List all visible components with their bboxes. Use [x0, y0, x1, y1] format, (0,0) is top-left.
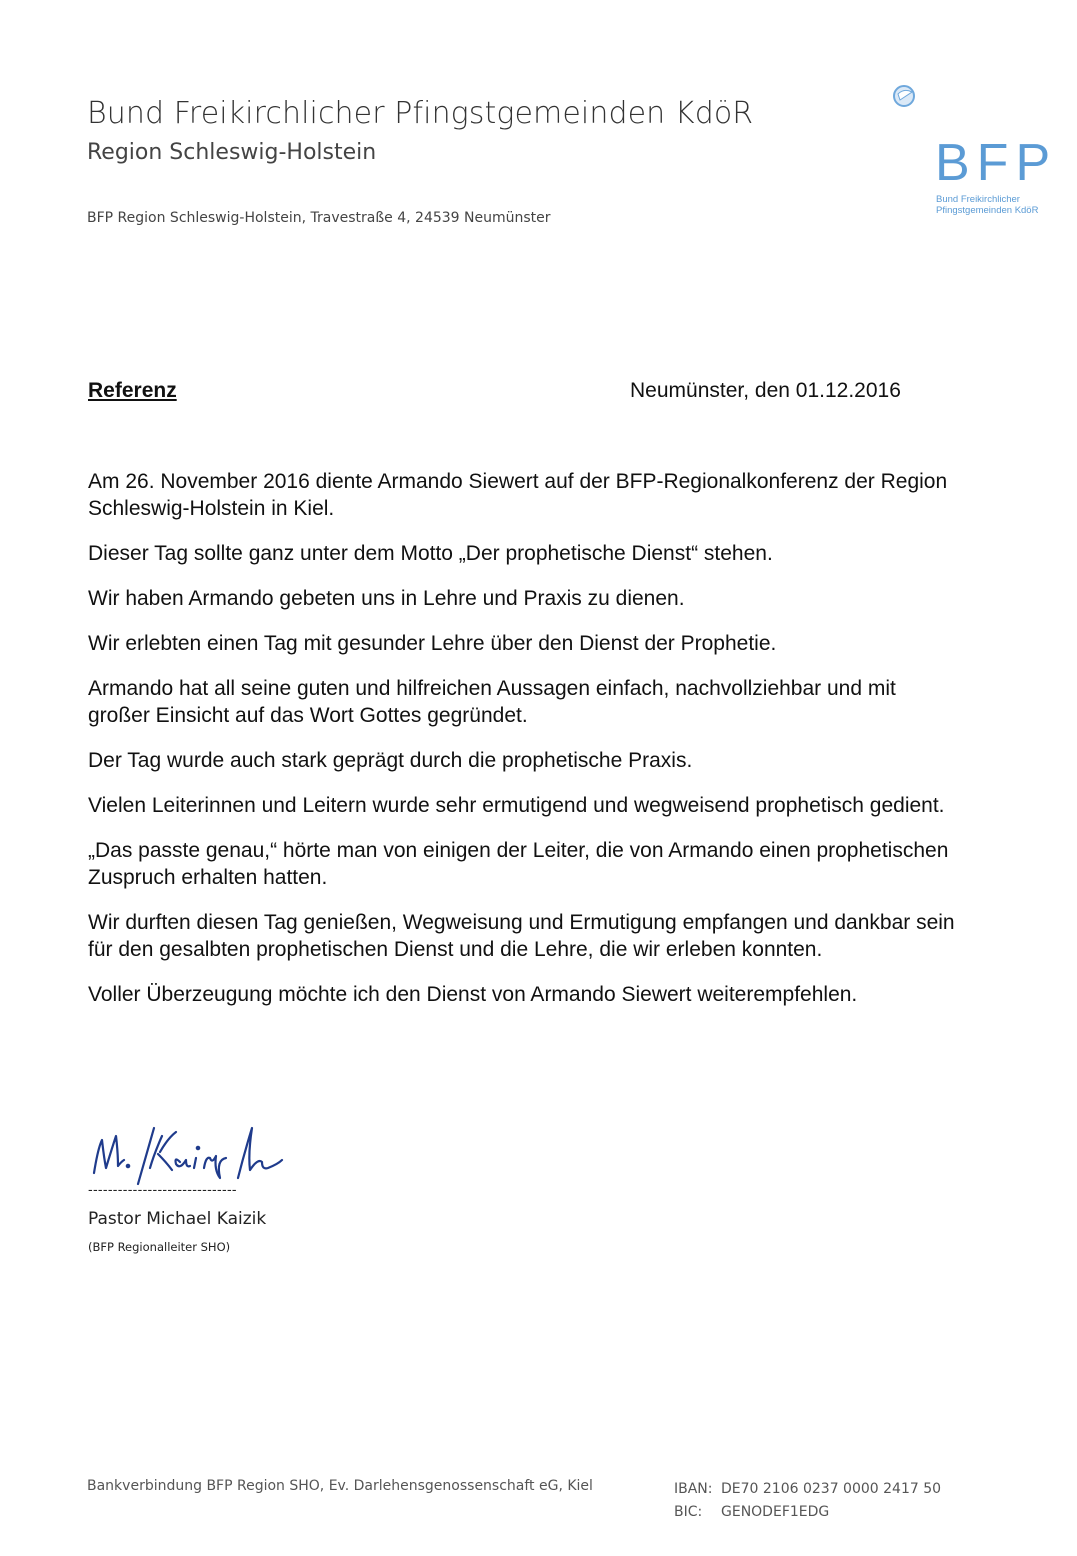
- logo-subtitle-line1: Bund Freikirchlicher: [936, 194, 1020, 205]
- signer-name: Pastor Michael Kaizik: [88, 1209, 267, 1229]
- org-name: Bund Freikirchlicher Pfingstgemeinden KdöR: [87, 96, 754, 131]
- iban-label: IBAN:: [674, 1481, 713, 1497]
- bic-label: BIC:: [674, 1504, 703, 1520]
- letter-subject: Referenz: [88, 379, 177, 402]
- handwritten-signature: [88, 1118, 288, 1188]
- org-region: Region Schleswig-Holstein: [87, 140, 377, 165]
- footer-account: [674, 1478, 941, 1524]
- body-paragraph: Vielen Leiterinnen und Leitern wurde sehr ermutigend und wegweisend prophetisch gedient.: [88, 794, 945, 817]
- letter-date: Neumünster, den 01.12.2016: [630, 379, 901, 402]
- body-paragraph: Wir erlebten einen Tag mit gesunder Lehre über den Dienst der Prophetie.: [88, 632, 777, 655]
- body-paragraph: Wir haben Armando gebeten uns in Lehre und Praxis zu dienen.: [88, 587, 685, 610]
- sender-address: BFP Region Schleswig-Holstein, Travestraße 4, 24539 Neumünster: [87, 210, 551, 226]
- footer-iban-row: [674, 1478, 941, 1501]
- body-paragraph: Voller Überzeugung möchte ich den Dienst von Armando Siewert weiterempfehlen.: [88, 983, 858, 1006]
- iban-value: DE70 2106 0237 0000 2417 50: [721, 1481, 942, 1497]
- signature-line: ------------------------------: [88, 1181, 237, 1197]
- footer-bank-info: Bankverbindung BFP Region SHO, Ev. Darlehensgenossenschaft eG, Kiel: [87, 1478, 593, 1494]
- body-paragraph: Am 26. November 2016 diente Armando Siewert auf der BFP-Regionalkonferenz der Region Schleswig-Holstein in Kiel.: [88, 470, 948, 520]
- bic-value: GENODEF1EDG: [721, 1504, 830, 1520]
- body-paragraph: Dieser Tag sollte ganz unter dem Motto „Der prophetische Dienst“ stehen.: [88, 542, 773, 565]
- footer-bic-row: [674, 1501, 941, 1524]
- logo-subtitle: [936, 194, 1038, 216]
- letter-body: [88, 468, 958, 1026]
- body-paragraph: Wir durften diesen Tag genießen, Wegweisung und Ermutigung empfangen und dankbar sein für den gesalbten prophetischen Dienst und die Lehre, die wir erleben konnten.: [88, 911, 955, 961]
- signer-role: (BFP Regionalleiter SHO): [88, 1240, 231, 1254]
- body-paragraph: Der Tag wurde auch stark geprägt durch die prophetische Praxis.: [88, 749, 693, 772]
- body-paragraph: Armando hat all seine guten und hilfreichen Aussagen einfach, nachvollziehbar und mit großer Einsicht auf das Wort Gottes gegründet.: [88, 677, 896, 727]
- logo-subtitle-line2: Pfingstgemeinden KdöR: [936, 205, 1039, 216]
- logo-letters: BFP: [935, 134, 1058, 192]
- body-paragraph: „Das passte genau,“ hörte man von einigen der Leiter, die von Armando einen prophetischen Zuspruch erhalten hatten.: [88, 839, 949, 889]
